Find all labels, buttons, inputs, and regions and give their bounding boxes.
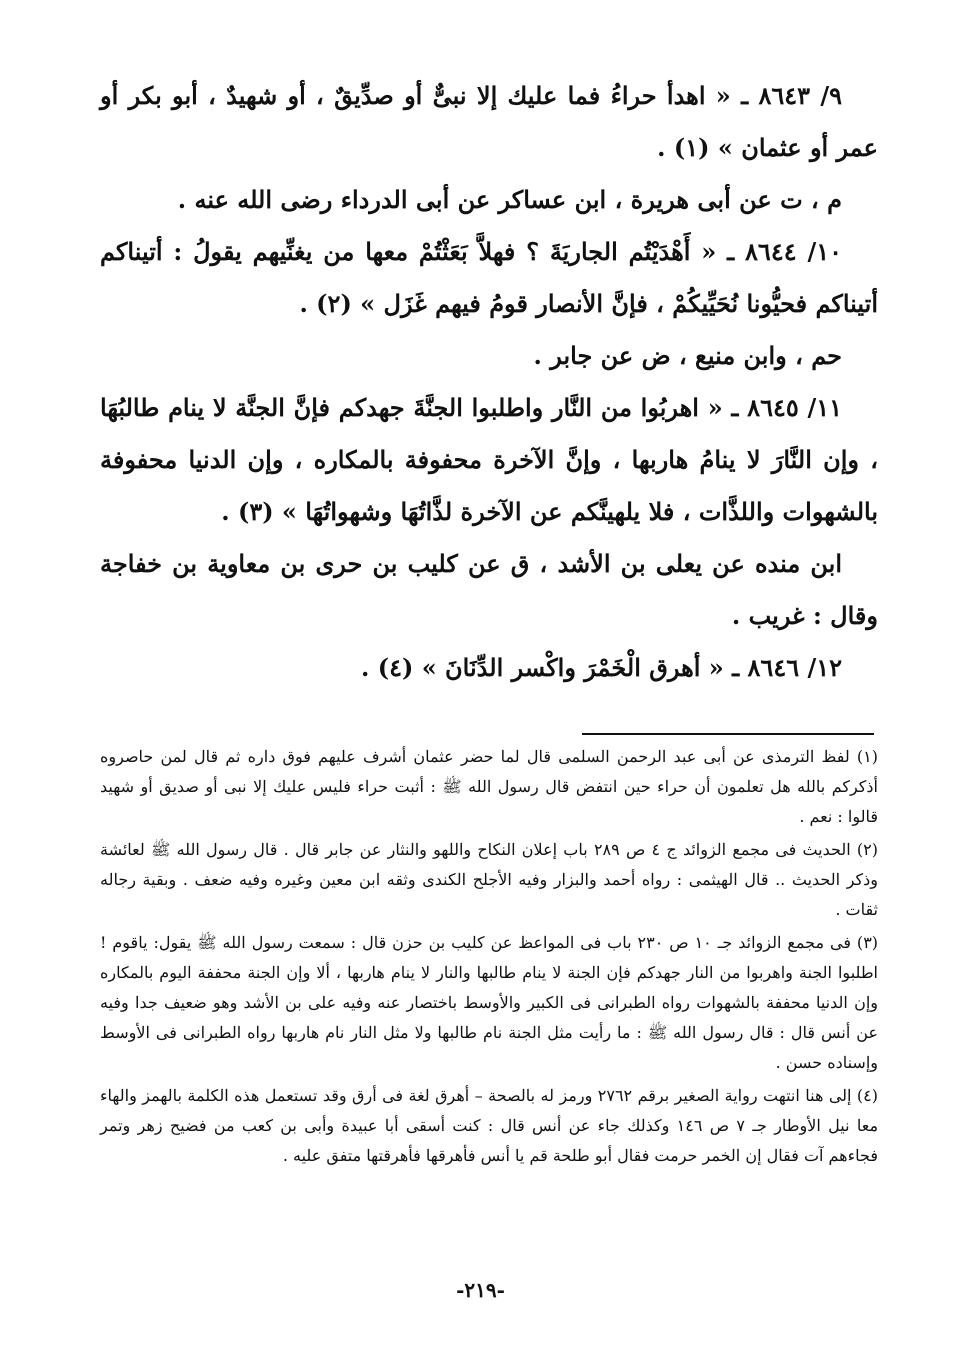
source-line-8645: ابن منده عن يعلى بن الأشد ، ق عن كليب بن حرى بن معاوية بن خفاجة وقال : غريب .	[100, 549, 878, 630]
source-line-8644: حم ، وابن منيع ، ض عن جابر .	[533, 341, 842, 370]
page-number: -٢١٩-	[456, 1278, 505, 1302]
main-text	[100, 70, 878, 694]
footnote-2: (٢) الحديث فى مجمع الزوائد ج ٤ ص ٢٨٩ باب إعلان النكاح واللهو والنثار عن جابر قال . قال رسول الله ﷺ لعائشة وذكر الحديث .. قال الهيثمى : رواه أحمد والبزار وفيه الأجلح الكندى وثقه ابن معين وغيره وفيه ضعف . وبقية رجاله ثقات .	[100, 840, 879, 919]
footnotes	[100, 742, 878, 1174]
hadith-entry-8646: ١٢/ ٨٦٤٦ ـ « أهرق الْخَمْرَ واكْسر الدِّنَانَ » (٤) .	[361, 653, 842, 682]
footnote-1: (١) لفظ الترمذى عن أبى عبد الرحمن السلمى قال لما حضر عثمان أشرف عليهم فوق داره ثم قال لمن حاصروه أذكركم بالله هل تعلمون أن حراء حين انتفض قال رسول الله ﷺ : أثبت حراء فليس عليك إلا نبى أو صديق أو شهيد قالوا : نعم .	[100, 747, 879, 826]
hadith-entry-8645: ١١/ ٨٦٤٥ ـ « اهربُوا من النَّار واطلبوا الجنَّةَ جهدكم فإنَّ الجنَّة لا ينام طالبُهَا ، وإن النَّارَ لا ينامُ هاربها ، وإنَّ الآخرة محفوفة بالمكاره ، وإن الدنيا محفوفة بالشهوات واللذَّات ، فلا يلهينَّكم عن الآخرة لذَّاتُهَا وشهواتُهَا » (٣) .	[100, 393, 878, 526]
source-line-8643: م ، ت عن أبى هريرة ، ابن عساكر عن أبى الدرداء رضى الله عنه .	[177, 185, 842, 214]
footnote-4: (٤) إلى هنا انتهت رواية الصغير برقم ٢٧٦٢ ورمز له بالصحة – أهرق لغة فى أرق وقد تستعمل هذه الكلمة بالهمز والهاء معا نيل الأوطار جـ ٧ ص ١٤٦ وكذلك جاء عن أنس قال : كنت أسقى أبا عبيدة وأبى بن كعب من فضيح زهر وتمر فجاءهم آت فقال إن الخمر حرمت فقال أبو طلحة قم يا أنس فأهرقها فأهرقتها متفق عليه .	[100, 1086, 879, 1165]
hadith-entry-8643: ٩/ ٨٦٤٣ ـ « اهدأ حراءُ فما عليك إلا نبىٌّ أو صدِّيقٌ ، أو شهيدٌ ، أبو بكر أو عمر أو عثمان » (١) .	[100, 81, 878, 162]
footnote-3: (٣) فى مجمع الزوائد جـ ١٠ ص ٢٣٠ باب فى المواعظ عن كليب بن حزن قال : سمعت رسول الله ﷺ يقول: ياقوم ! اطلبوا الجنة واهربوا من النار جهدكم فإن الجنة لا ينام طالبها والنار لا ينام هاربها ، ألا وإن الجنة محففة اليوم بالمكاره وإن الدنيا محففة بالشهوات رواه الطبرانى فى الكبير والأوسط باختصار عنه وفيه على بن الأشد وهو ضعيف جدا وفيه عن أنس قال : قال رسول الله ﷺ : ما رأيت مثل الجنة نام طالبها ولا مثل النار نام هاربها رواه الطبرانى فى الأوسط وإسناده حسن .	[100, 933, 879, 1072]
hadith-entry-8644: ١٠/ ٨٦٤٤ ـ « أَهْدَيْتُم الجاريَةَ ؟ فهلاَّ بَعَثْتُمْ معها من يغنِّيهم يقولُ : أتيناكم أتيناكم فحيُّونا نُحَيِّيكُمْ ، فإنَّ الأنصار قومُ فيهم غَزَل » (٢) .	[100, 237, 878, 318]
footnote-separator	[582, 733, 874, 735]
